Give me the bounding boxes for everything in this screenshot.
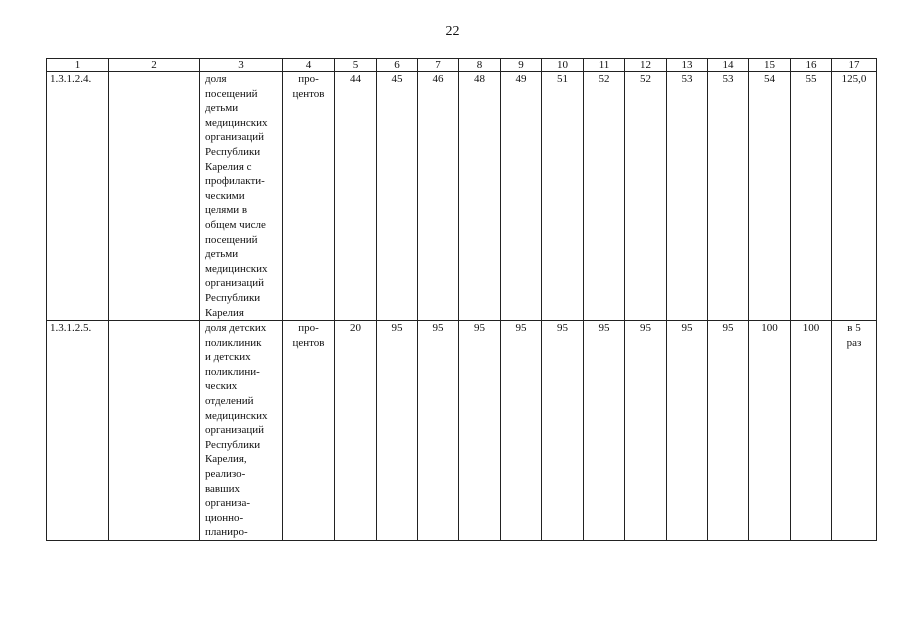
- column-header: 2: [109, 59, 200, 72]
- value-cell: 95: [667, 321, 708, 541]
- column-header: 8: [459, 59, 501, 72]
- value-cell: 46: [418, 72, 459, 321]
- value-cell: 95: [625, 321, 667, 541]
- column-header: 15: [749, 59, 791, 72]
- value-cell: 55: [791, 72, 832, 321]
- value-cell: 95: [542, 321, 584, 541]
- value-cell: 95: [418, 321, 459, 541]
- value-cell: 48: [459, 72, 501, 321]
- value-cell: 44: [335, 72, 377, 321]
- column-header: 11: [584, 59, 625, 72]
- value-cell: 95: [459, 321, 501, 541]
- value-cell: 52: [584, 72, 625, 321]
- column-header: 5: [335, 59, 377, 72]
- header-row: [47, 59, 877, 72]
- table-row: [47, 321, 877, 541]
- column-header: 14: [708, 59, 749, 72]
- column-header: 12: [625, 59, 667, 72]
- page-number: 22: [445, 24, 460, 39]
- value-cell: 95: [377, 321, 418, 541]
- indicator-table: [46, 58, 877, 541]
- value-cell: 100: [791, 321, 832, 541]
- value-cell: 20: [335, 321, 377, 541]
- column-header: 13: [667, 59, 708, 72]
- value-cell: 52: [625, 72, 667, 321]
- indicator-description-cell: доля посещений детьми медицинских организаций Республики Карелия с профилакти- ческими целями в общем числе посещений детьми медицинских организаций Республики Карелия: [200, 72, 283, 321]
- value-cell: 100: [749, 321, 791, 541]
- column-header: 9: [501, 59, 542, 72]
- value-cell: 95: [501, 321, 542, 541]
- indicator-description-cell: доля детских поликлиник и детских поликлини- ческих отделений медицинских организаций Республики Карелия, реализо- вавших организа- ционно- планиро-: [200, 321, 283, 541]
- column-header: 6: [377, 59, 418, 72]
- indicator-code-cell: 1.3.1.2.4.: [47, 72, 109, 321]
- column-2-cell: [109, 321, 200, 541]
- indicator-code-cell: 1.3.1.2.5.: [47, 321, 109, 541]
- unit-cell: про- центов: [283, 72, 335, 321]
- value-cell: 54: [749, 72, 791, 321]
- ratio-cell: 125,0: [832, 72, 877, 321]
- table-row: [47, 72, 877, 321]
- column-2-cell: [109, 72, 200, 321]
- value-cell: 45: [377, 72, 418, 321]
- value-cell: 53: [667, 72, 708, 321]
- value-cell: 49: [501, 72, 542, 321]
- column-header: 4: [283, 59, 335, 72]
- column-header: 1: [47, 59, 109, 72]
- value-cell: 95: [708, 321, 749, 541]
- column-header: 10: [542, 59, 584, 72]
- column-header: 16: [791, 59, 832, 72]
- value-cell: 53: [708, 72, 749, 321]
- column-header: 3: [200, 59, 283, 72]
- column-header: 7: [418, 59, 459, 72]
- unit-cell: про- центов: [283, 321, 335, 541]
- value-cell: 51: [542, 72, 584, 321]
- ratio-cell: в 5 раз: [832, 321, 877, 541]
- value-cell: 95: [584, 321, 625, 541]
- column-header: 17: [832, 59, 877, 72]
